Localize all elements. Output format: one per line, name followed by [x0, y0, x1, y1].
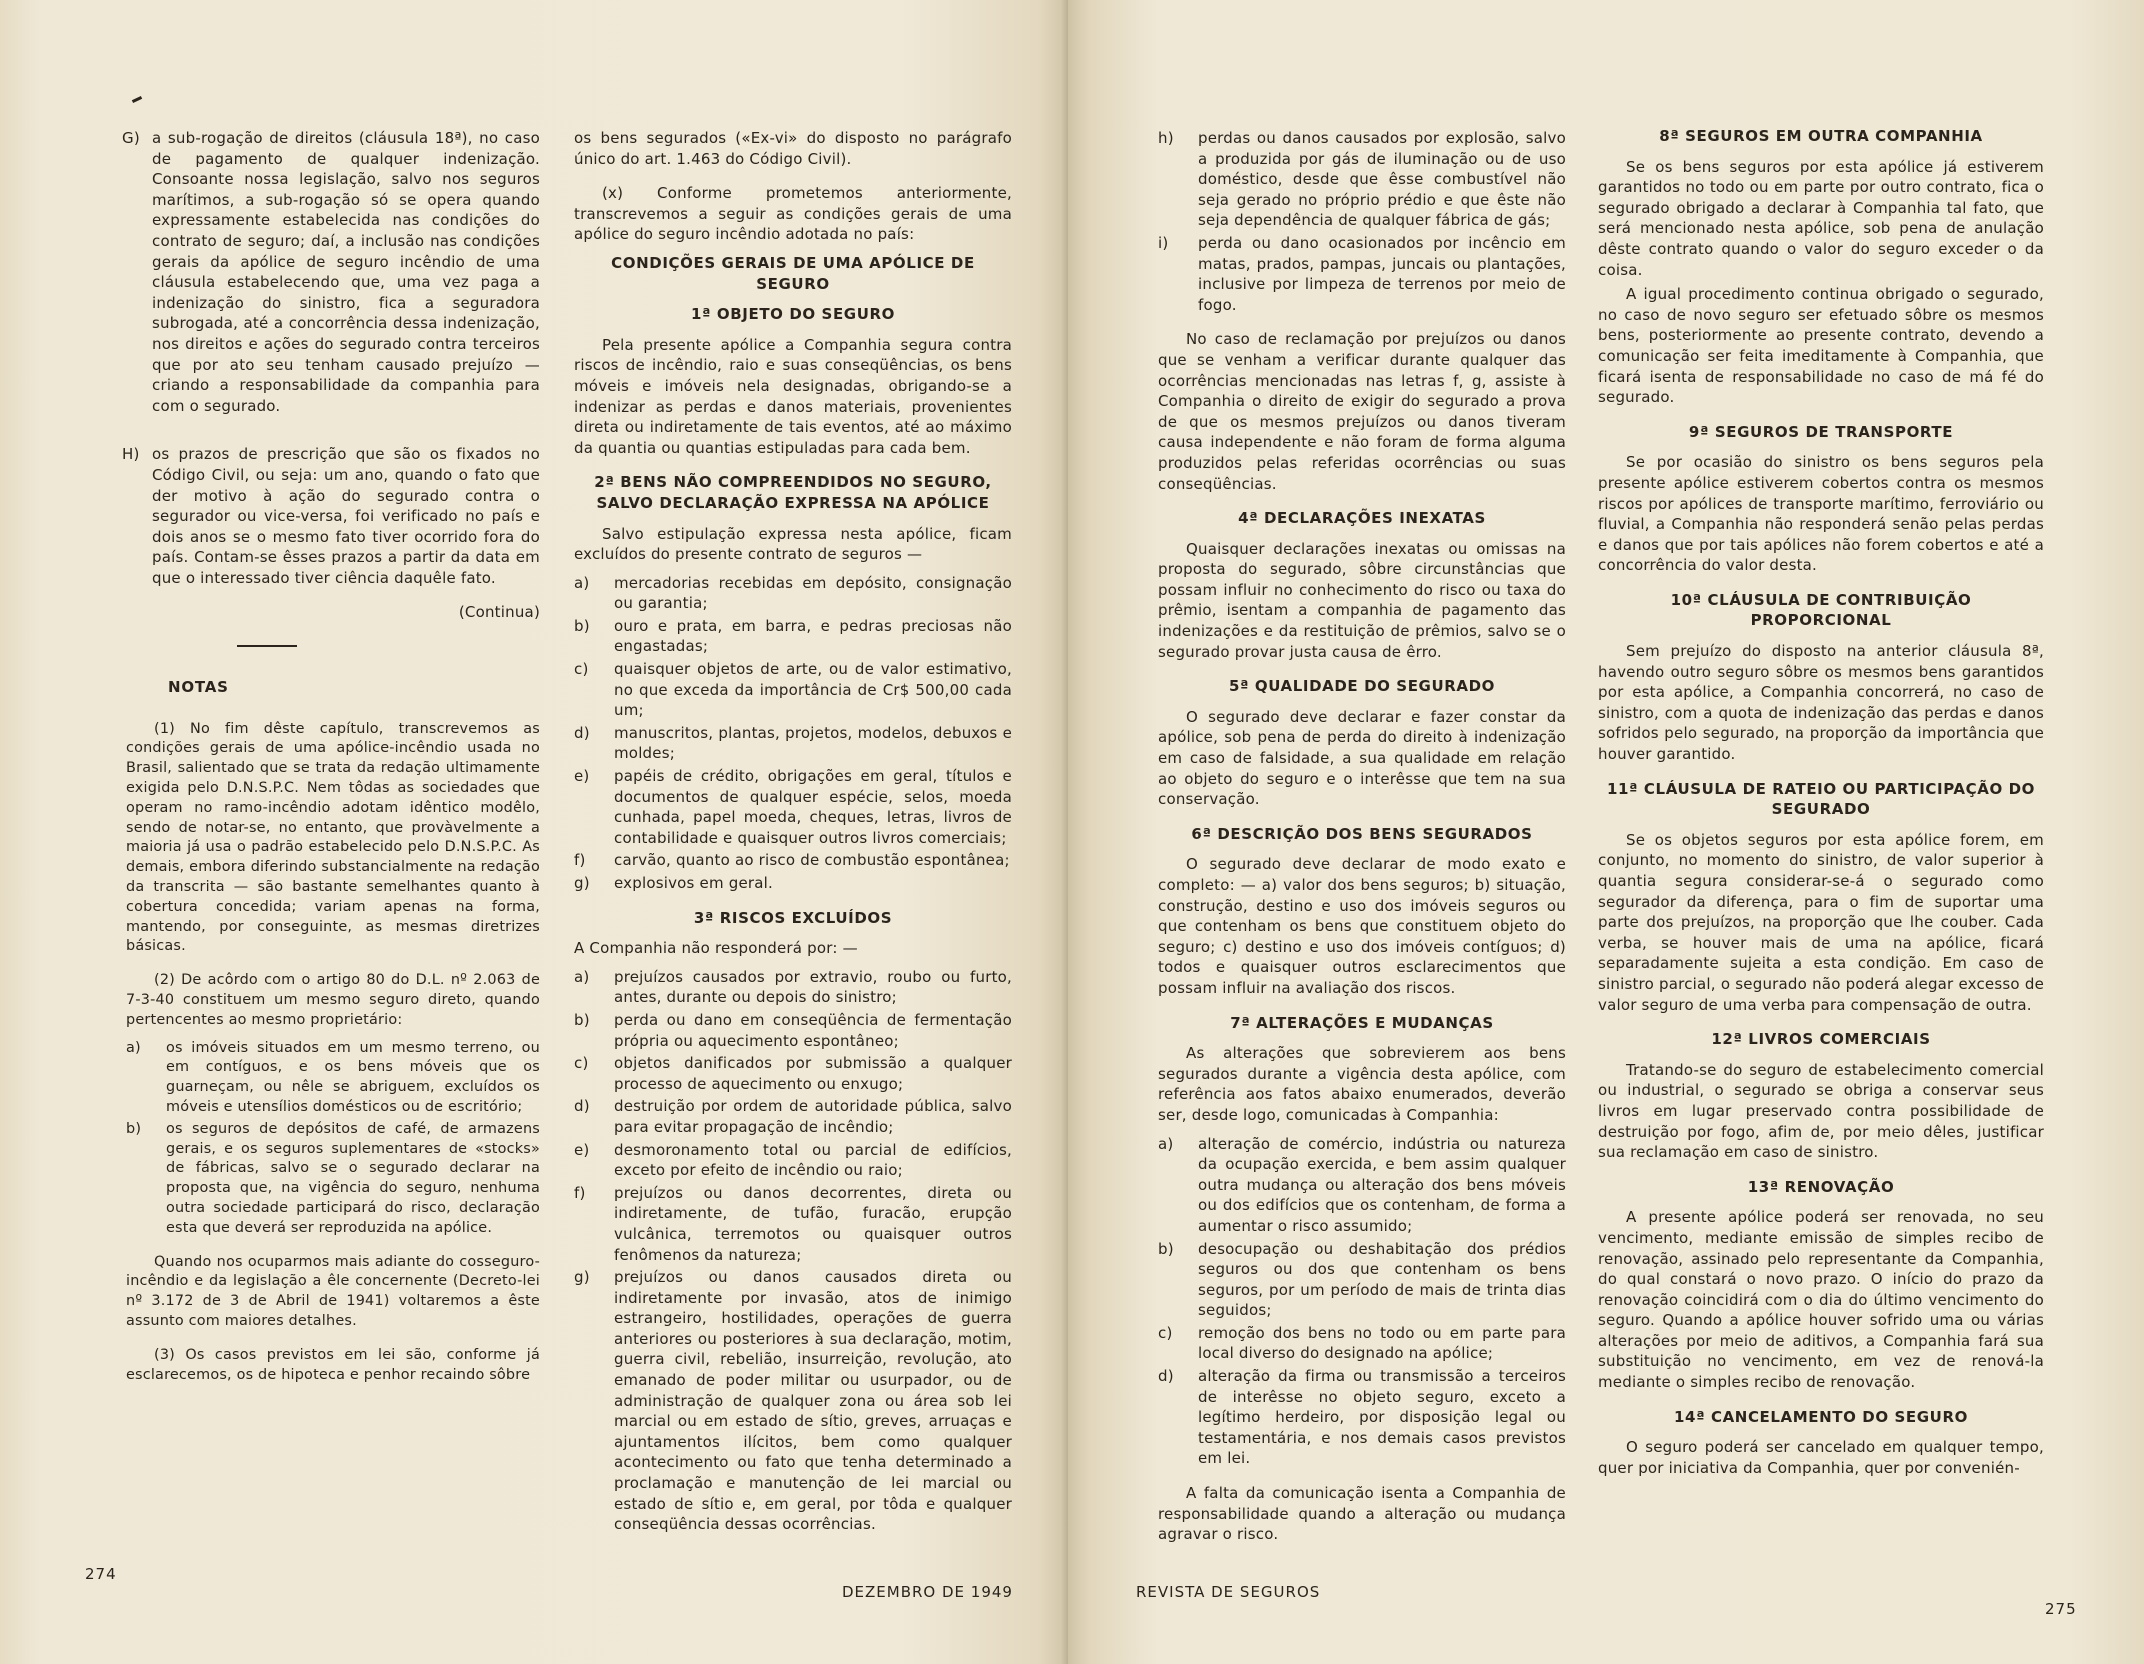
s3-item-g: g) prejuízos ou danos causados direta ou indiretamente por invasão, atos de inimigo estrangeiro, hostilidades, operações de guerra anteriores ou posteriores à sua declaração, motim, guerra civil, rebelião, insurreição, revolução, ato emanado de poder militar ou usurpador, ou de administração de qualquer zona ou área sob lei marcial ou em estado de sítio, greves, arruaças e ajuntamentos ilícitos, bem como qualquer acontecimento ou fato que tenha determinado a proclamação e manutenção de lei marcial ou estado de sítio e, em geral, por tôda e qualquer conseqüência dessas ocorrências.: [574, 1268, 1012, 1534]
footer-journal: REVISTA DE SEGUROS: [1136, 1583, 1321, 1601]
section-4-title: 4ª DECLARAÇÕES INEXATAS: [1238, 509, 1486, 528]
section-5-title: 5ª QUALIDADE DO SEGURADO: [1228, 677, 1496, 696]
section-7-title: 7ª ALTERAÇÕES E MUDANÇAS: [1230, 1013, 1494, 1032]
section-3-title: 3ª RISCOS EXCLUÍDOS: [693, 908, 893, 927]
note-2-item-b: b) os seguros de depósitos de café, de armazens gerais, e os seguros suplementares de «stocks» de fábricas, salvo se o segurado declarar na proposta que, na vigência do seguro, nenhuma outra sociedade participará do risco, declaração esta que deverá ser reproduzida na apólice.: [126, 1120, 540, 1236]
note-2: (2) De acôrdo com o artigo 80 do D.L. nº 2.063 de 7-3-40 constituem um mesmo seguro direto, quando pertencentes ao mesmo proprietário:: [126, 972, 540, 1028]
section-rule: [237, 645, 297, 647]
item-g-label: G): [122, 129, 140, 147]
s3-item-i: i) perda ou dano ocasionados por incêncio em matas, prados, pampas, juncais ou plantações, inclusive por limpeza de terrenos por meio de fogo.: [1158, 233, 1566, 314]
section-1-title: 1ª OBJETO DO SEGURO: [690, 305, 895, 324]
section-3-tail: No caso de reclamação por prejuízos ou danos que se venham a verificar durante qualquer das ocorrências mencionadas nas letras f, g, assiste à Companhia o direito de exigir do segurado a prova de que os mesmos prejuízos ou danos tiveram causa independente e não foram de forma alguma produzidos pelas referidas ocorrências ou suas conseqüências.: [1158, 330, 1566, 493]
section-7-tail: A falta da comunicação isenta a Companhia de responsabilidade quando a alteração ou mudança agravar o risco.: [1158, 1484, 1566, 1544]
s7-item-b: b) desocupação ou deshabitação dos prédios seguros ou dos que contenham os bens seguros, por um período de mais de trinta dias seguidos;: [1158, 1239, 1566, 1320]
s3-item-c: c) objetos danificados por submissão a qualquer processo de aquecimento ou enxugo;: [574, 1054, 1012, 1093]
s2-item-b: b) ouro e prata, em barra, e pedras preciosas não engastadas;: [574, 616, 1012, 656]
s3-item-d: d) destruição por ordem de autoridade pública, salvo para evitar propagação de incêndio;: [574, 1097, 1012, 1136]
section-9-title: 9ª SEGUROS DE TRANSPORTE: [1688, 422, 1954, 441]
section-9-text: Se por ocasião do sinistro os bens seguros pela presente apólice estiverem cobertos contra os mesmos riscos por apólices de transporte marítimo, ferroviário ou fluvial, a Companhia não responderá senão pelas perdas e danos que por tais apólices não forem cobertos e até a concorrência do valor desta.: [1598, 453, 2044, 575]
section-8-title: 8ª SEGUROS EM OUTRA COMPANHIA: [1659, 127, 1983, 145]
s3-item-h: h) perdas ou danos causados por explosão, salvo a produzida por gás de iluminação ou de uso doméstico, desde que êsse combustível não seja gerado no próprio prédio e que êste não seja dependência de qualquer fábrica de gás;: [1158, 129, 1566, 230]
section-2-list: [574, 573, 1012, 894]
continua-note: (Continua): [458, 603, 540, 622]
item-g-text: a sub-rogação de direitos (cláusula 18ª), no caso de pagamento de qualquer indenização. Consoante nossa legislação, salvo nos seguros marítimos, a sub-rogação só se opera quando expressamente estabelecida nas condições do contrato de seguro; daí, a inclusão nas condições gerais da apólice de seguro incêndio de uma cláusula estabelecendo que, uma vez paga a indenização do sinistro, fica a seguradora subrogada, até a concorrência dessa indenização, nos direitos e ações do segurado contra terceiros que por ato seu tenham causado prejuízo — criando a responsabilidade da companhia para com o segurado.: [152, 129, 540, 415]
s2-item-a: a) mercadorias recebidas em depósito, consignação ou garantia;: [574, 573, 1012, 613]
s2-item-g: g) explosivos em geral.: [574, 874, 773, 892]
s2-item-c: c) quaisquer objetos de arte, ou de valor estimativo, no que exceda da importância de Cr$ 500,00 cada um;: [574, 660, 1012, 720]
right-column-2: [1598, 118, 2044, 1492]
s7-item-c: c) remoção dos bens no todo ou em parte para local diverso do designado na apólice;: [1158, 1323, 1566, 1363]
item-g: [122, 128, 540, 416]
left-column-1: [122, 128, 540, 1399]
section-5-text: O segurado deve declarar e fazer constar da apólice, sob pena de perda do direito à indenização em caso de falsidade, a sua qualidade em relação ao objeto do seguro e o interêsse que tem na sua conservação.: [1158, 707, 1566, 809]
section-2-text: Salvo estipulação expressa nesta apólice, ficam excluídos do presente contrato de seguros —: [574, 524, 1012, 564]
note-3: (3) Os casos previstos em lei são, conforme já esclarecemos, os de hipoteca e penhor recaindo sôbre: [126, 1346, 540, 1383]
section-12-text: Tratando-se do seguro de estabelecimento comercial ou industrial, o segurado se obriga a conservar seus livros em lugar preservado contra possibilidade de destruição por fogo, afim de, por meio dêles, justificar sua reclamação em caso de sinistro.: [1598, 1060, 2044, 1162]
notes-title: NOTAS: [168, 678, 229, 697]
section-6-text: O segurado deve declarar de modo exato e completo: — a) valor dos bens seguros; b) situação, construção, destino e uso dos imóveis seguros ou que contenham os bens que constituem objeto do seguro; c) destino e uso dos imóveis contíguos; d) todos e quaisquer outros esclarecimentos que possam influir na avaliação dos riscos.: [1158, 855, 1566, 997]
section-13-title: 13ª RENOVAÇÃO: [1747, 1177, 1895, 1196]
item-h-label: H): [122, 445, 140, 464]
section-14-title: 14ª CANCELAMENTO DO SEGURO: [1674, 1407, 1968, 1426]
ink-mark: [132, 96, 142, 103]
section-1-text: Pela presente apólice a Companhia segura contra riscos de incêndio, raio e suas conseqüências, os bens móveis e imóveis nela designadas, obrigando-se a indenizar as perdas e danos materiais, provenientes direta ou indiretamente de tais eventos, até ao máximo da quantia ou quantias estipuladas para cada bem.: [574, 335, 1012, 457]
right-column-1: [1158, 128, 1566, 1559]
note-2-list: [126, 1039, 540, 1239]
right-page: [1068, 0, 2144, 1664]
footer-date: DEZEMBRO DE 1949: [842, 1583, 1013, 1601]
notes-body: [126, 720, 540, 1386]
page-number-right: 275: [2045, 1600, 2077, 1618]
note-2-item-a: a) os imóveis situados em um mesmo terreno, ou em contíguos, e os bens móveis que os guarneçam, ou nêle se abriguem, excluídos os móveis e utensílios domésticos ou de escritório;: [126, 1039, 540, 1115]
col2-intro: os bens segurados («Ex-vi» do disposto no parágrafo único do art. 1.463 do Código Civil).: [574, 129, 1012, 168]
s3-item-e: e) desmoronamento total ou parcial de edifícios, exceto por efeito de incêndio ou raio;: [574, 1140, 1012, 1180]
s3-continued-list: [1158, 128, 1566, 315]
s2-item-f: f) carvão, quanto ao risco de combustão espontânea;: [574, 851, 1010, 870]
s2-item-d: d) manuscritos, plantas, projetos, modelos, debuxos e moldes;: [574, 723, 1012, 763]
section-11-title: 11ª CLÁUSULA DE RATEIO OU PARTICIPAÇÃO DO SEGURADO: [1606, 779, 2036, 819]
section-12-title: 12ª LIVROS COMERCIAIS: [1711, 1030, 1931, 1049]
section-11-text: Se os objetos seguros por esta apólice forem, em conjunto, no momento do sinistro, de valor superior à quantia segura considerar-se-á o segurado como segurador da diferença, para o fim de suportar uma parte dos prejuízos, na proporção que lhe couber. Cada verba, se houver mais de uma na apólice, ficará separadamente sujeita a esta condição. Em caso de sinistro parcial, o segurado não poderá alegar excesso de valor seguro de uma verba para compensação de outra.: [1598, 830, 2044, 1014]
section-13-text: A presente apólice poderá ser renovada, no seu vencimento, mediante emissão de simples recibo de renovação, assinado pelo representante da Companhia, do qual constará o novo prazo. O início do prazo da renovação coincidirá com o dia do último vencimento do seguro. Quando a apólice houver sofrido uma ou várias alterações por meio de aditivos, a Companhia fará sua substituição no vencimento, em vez de renová-la mediante o simples recibo de renovação.: [1598, 1208, 2044, 1392]
note-1: (1) No fim dêste capítulo, transcrevemos as condições gerais de uma apólice-incêndio usada no Brasil, salientado que se trata da redação ultimamente exigida pelo D.N.S.P.C. Nem tôdas as sociedades que operam no ramo-incêndio adotam idêntico modêlo, sendo de notar-se, no entanto, que provàvelmente a maioria já usa o padrão estabelecido pelo D.N.S.P.C. As demais, embora diferindo substancialmente na redação da transcrita — são bastante semelhantes quanto à cobertura concedida; variam apenas na forma, mantendo, por conseguinte, as mesmas diretrizes básicas.: [126, 720, 540, 955]
main-title: CONDIÇÕES GERAIS DE UMA APÓLICE DE SEGURO: [611, 253, 975, 293]
s3-item-a: a) prejuízos causados por extravio, roubo ou furto, antes, durante ou depois do sinistro;: [574, 967, 1012, 1007]
section-14-text: O seguro poderá ser cancelado em qualquer tempo, quer por iniciativa da Companhia, quer por convenién-: [1598, 1438, 2044, 1477]
section-10-title: 10ª CLÁUSULA DE CONTRIBUIÇÃO PROPORCIONAL: [1670, 590, 1972, 630]
section-7-list: [1158, 1134, 1566, 1470]
section-8-text-1: Se os bens seguros por esta apólice já estiverem garantidos no todo ou em parte por outro contrato, fica o segurado obrigado a declarar à Companhia tal fato, que será mencionado nesta apólice, sob pena de anulação dêste contrato quando o valor do seguro exceder o da coisa.: [1598, 157, 2044, 279]
section-7-text: As alterações que sobrevierem aos bens segurados durante a vigência desta apólice, com referência aos fatos abaixo enumerados, deverão ser, desde logo, comunicadas à Companhia:: [1158, 1044, 1566, 1124]
section-2-title: 2ª BENS NÃO COMPREENDIDOS NO SEGURO, SALVO DECLARAÇÃO EXPRESSA NA APÓLICE: [594, 473, 992, 512]
section-10-text: Sem prejuízo do disposto na anterior cláusula 8ª, havendo outro seguro sôbre os mesmos bens garantidos por esta apólice, a Companhia concorrerá, no caso de sinistro, com a quota de indenização das perdas e danos sofridos pelo segurado, na proporção da importância que houver garantido.: [1598, 642, 2044, 764]
section-6-title: 6ª DESCRIÇÃO DOS BENS SEGURADOS: [1191, 824, 1533, 843]
item-h-text: os prazos de prescrição que são os fixados no Código Civil, ou seja: um ano, quando o fato que der motivo à ação do segurado contra o segurador ou vice-versa, foi verificado no país e dois anos se o mesmo fato tiver ocorrido fora do país. Contam-se êsses prazos a partir da data em que o interessado tiver ciência daquêle fato.: [152, 445, 540, 587]
left-column-2: [574, 128, 1012, 1549]
s2-item-e: e) papéis de crédito, obrigações em geral, títulos e documentos de qualquer espécie, selos, moeda cunhada, papel moeda, cheques, letras, livros de contabilidade e quaisquer outros livros comerciais;: [574, 767, 1012, 847]
note-2-tail: Quando nos ocuparmos mais adiante do cosseguro-incêndio e da legislação a êle concernente (Decreto-lei nº 3.172 de 3 de Abril de 1941) voltaremos a êste assunto com maiores detalhes.: [126, 1253, 540, 1329]
section-3-list: [574, 967, 1012, 1535]
page-number-left: 274: [85, 1565, 117, 1583]
s3-item-f: f) prejuízos ou danos decorrentes, direta ou indiretamente, de tufão, furacão, erupção vulcânica, terremotos ou quaisquer outros fenômenos da natureza;: [574, 1183, 1012, 1264]
s7-item-d: d) alteração da firma ou transmissão a terceiros de interêsse no objeto seguro, exceto a legítimo herdeiro, por disposição legal ou testamentária, e nos demais casos previstos em lei.: [1158, 1367, 1566, 1468]
section-4-text: Quaisquer declarações inexatas ou omissas na proposta do segurado, sôbre circunstâncias que possam influir no conhecimento do risco ou taxa do prêmio, isentam a companhia de pagamento das indenizações e da restituição de prêmios, salvo se o segurado provar justa causa de êrro.: [1158, 539, 1566, 661]
item-h: [122, 444, 540, 588]
s3-item-b: b) perda ou dano em conseqüência de fermentação própria ou aquecimento espontâneo;: [574, 1010, 1012, 1050]
section-8-text-2: A igual procedimento continua obrigado o segurado, no caso de novo seguro ser efetuado sôbre os mesmos bens, posteriormente ao presente contrato, devendo a comunicação ser feita imeditamente à Companhia, que ficará isenta de responsabilidade no caso de má fé do segurado.: [1598, 285, 2044, 407]
section-3-text: A Companhia não responderá por: —: [574, 939, 858, 958]
note-x: (x) Conforme prometemos anteriormente, transcrevemos a seguir as condições gerais de uma apólice do seguro incêndio adotada no país:: [574, 184, 1012, 244]
s7-item-a: a) alteração de comércio, indústria ou natureza da ocupação exercida, e bem assim qualquer outra mudança ou alteração dos bens móveis ou dos edifícios que os contenham, de forma a aumentar o risco assumido;: [1158, 1134, 1566, 1235]
left-page: [0, 0, 1068, 1664]
